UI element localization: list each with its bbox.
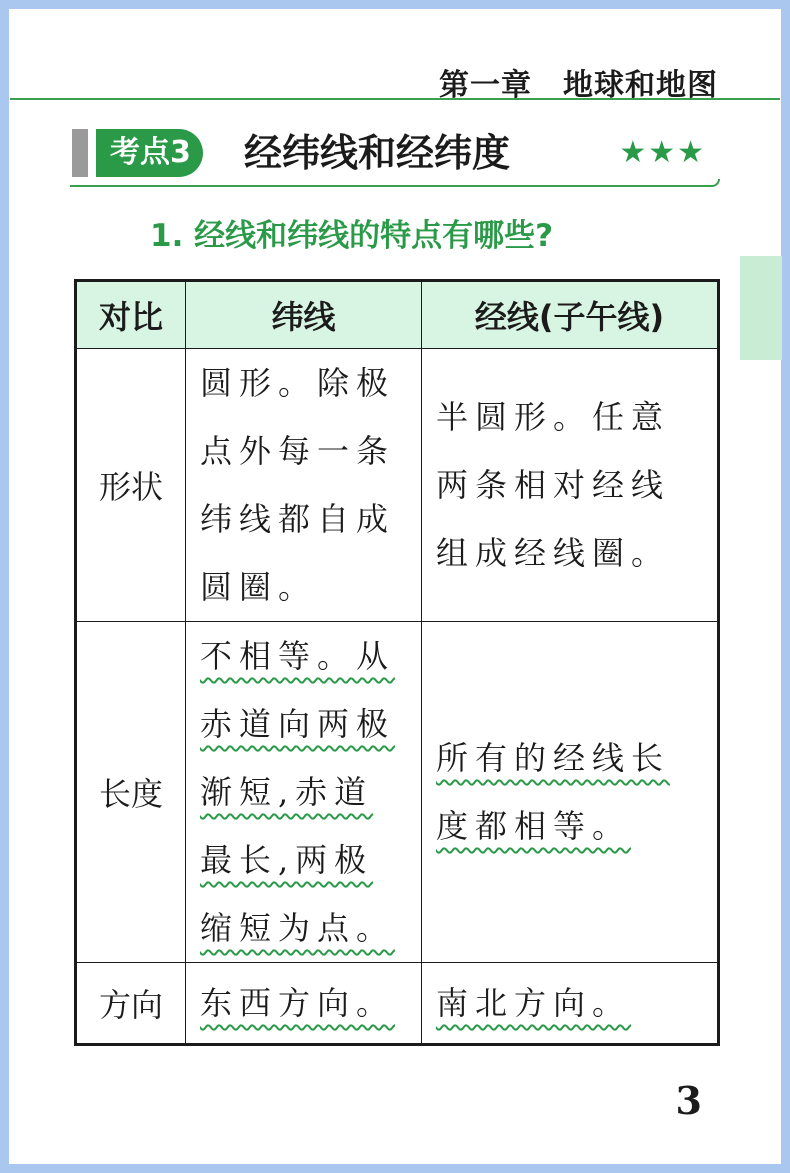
cell-text: 圆形。除极点外每一条纬线都自成圆圈。 [200, 364, 396, 606]
meridian-cell [422, 349, 719, 622]
side-tab [740, 256, 782, 360]
section-badge: 考点3 [96, 129, 203, 177]
section-title: 经纬线和经纬度 [244, 131, 511, 175]
heading-bar [72, 129, 88, 177]
column-header: 纬线 [186, 281, 422, 349]
meridian-cell [422, 963, 719, 1045]
column-header: 对比 [76, 281, 186, 349]
chapter-header [10, 10, 780, 103]
meridian-cell [422, 622, 719, 963]
table-row [76, 622, 719, 963]
table-row [76, 349, 719, 622]
cell-text: 不相等。从赤道向两极渐短,赤道最长,两极缩短为点。 [200, 637, 396, 947]
weft-cell [186, 349, 422, 622]
weft-cell [186, 963, 422, 1045]
comparison-table [74, 279, 720, 1046]
table-header-row [76, 281, 719, 349]
row-label: 长度 [76, 622, 186, 963]
cell-text: 南北方向。 [436, 984, 632, 1022]
weft-cell [186, 622, 422, 963]
chapter-title: 第一章 地球和地图 [439, 68, 718, 103]
section-heading [70, 123, 720, 185]
column-header: 经线(子午线) [422, 281, 719, 349]
heading-underline [70, 179, 720, 187]
table-row [76, 963, 719, 1045]
cell-text: 东西方向。 [200, 984, 396, 1022]
row-label: 形状 [76, 349, 186, 622]
cell-text: 半圆形。任意两条相对经线组成经线圈。 [436, 398, 671, 572]
difficulty-stars-icon: ★★★ [619, 135, 706, 170]
cell-text: 所有的经线长度都相等。 [436, 739, 671, 845]
row-label: 方向 [76, 963, 186, 1045]
question-title: 1. 经线和纬线的特点有哪些? [150, 218, 554, 254]
page-number: 3 [675, 1078, 702, 1123]
